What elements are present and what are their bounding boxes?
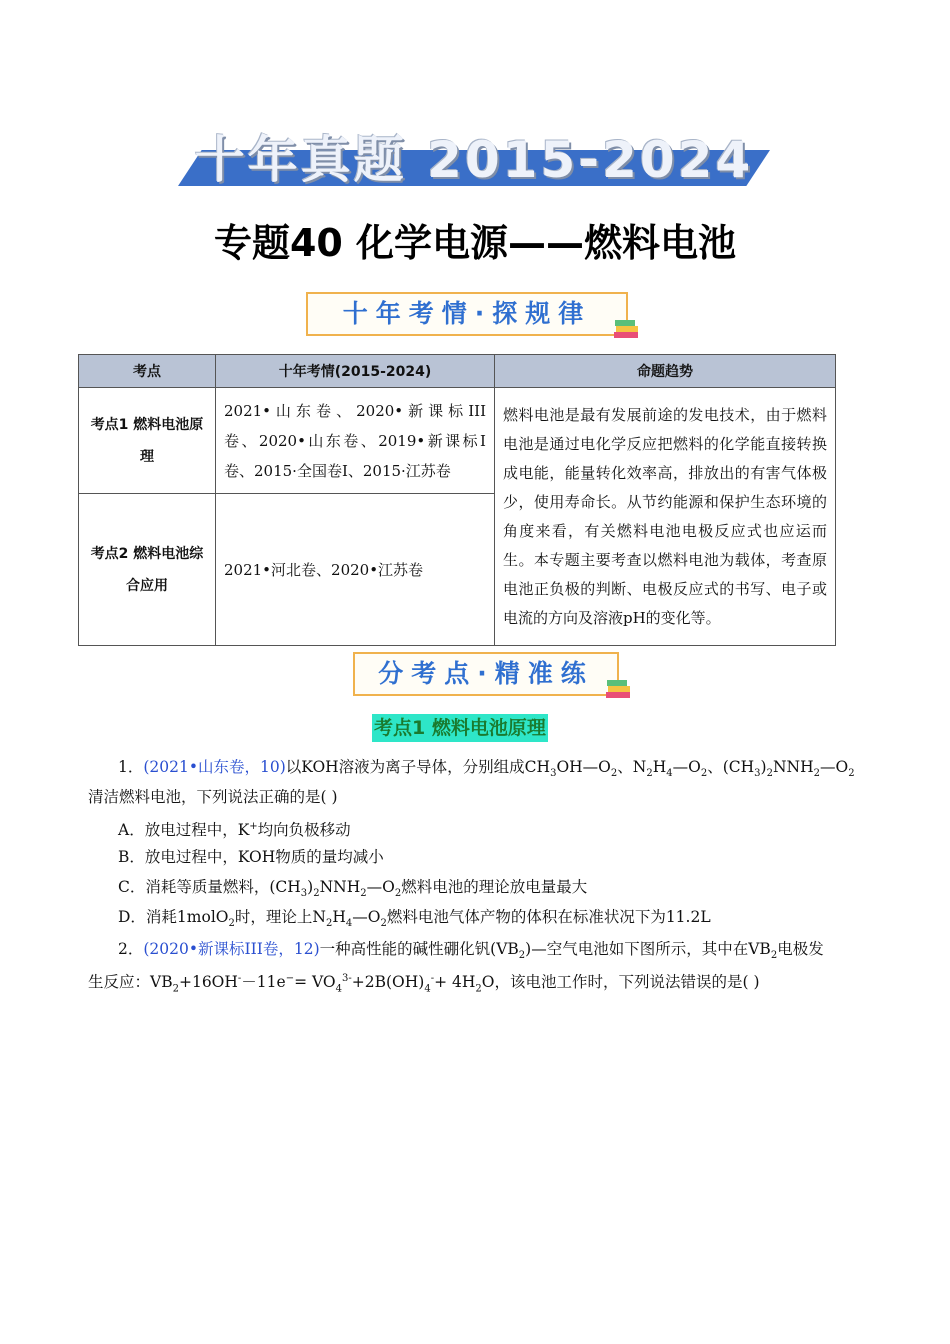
question-stem-d: 生反应：VB: [88, 973, 173, 992]
question-source: (2020•新课标III卷，12): [143, 940, 320, 958]
question-stem: 以KOH溶液为离子导体，分别组成CH: [285, 758, 551, 776]
question-2-line-1: 2．(2020•新课标III卷，12)一种高性能的碱性硼化钒$(VB_2)—$空气电池如下图所示，其中在$VB_2$电极发: [118, 940, 824, 962]
banner-text: 十年真题 2015-2024: [194, 131, 754, 189]
question-number: 2．: [118, 940, 144, 958]
option-c-tail: 燃料电池的理论放电量最大: [401, 878, 588, 896]
option-d-text: D．消耗1molO: [118, 908, 229, 926]
option-b: B．放电过程中，KOH物质的量均减小: [118, 848, 384, 866]
question-1-line-2: 清洁燃料电池，下列说法正确的是( ): [88, 788, 338, 806]
question-stem-e: ，该电池工作时，下列说法错误的是( ): [494, 973, 760, 992]
question-1-line-1: 1．(2021•山东卷，10)以KOH溶液为离子导体，分别组成$CH_3OH—O_2$、$N_2H_4—O_2$、$(CH_3)_2NNH_2—O_2$: [118, 758, 855, 780]
table-row: [79, 388, 836, 494]
page-title: 专题40 化学电源——燃料电池: [213, 221, 737, 265]
question-stem-b: )—空气电池如下图所示，其中在VB: [525, 940, 771, 958]
kaodian-cell: 考点1 燃料电池原理: [79, 388, 216, 494]
option-c-text: C．消耗等质量燃料，(CH: [118, 878, 301, 896]
option-c: C．消耗等质量燃料，$(CH_3)_2NNH_2—O_2$燃料电池的理论放电量最大: [118, 878, 588, 900]
header-years: 十年考情(2015-2024): [216, 355, 495, 388]
years-cell: 2021• 山 东 卷 、 2020• 新 课 标 III 卷、2020•山东卷、2019•新课标Ⅰ卷、2015·全国卷Ⅰ、2015·江苏卷: [216, 388, 495, 494]
section-heading-practice-label: 分考点·精准练: [378, 659, 594, 688]
question-source: (2021•山东卷，10): [143, 758, 286, 776]
banner: [178, 118, 770, 188]
option-a-text: A．放电过程中，K: [118, 821, 250, 840]
section-heading-trends-label: 十年考情·探规律: [342, 299, 592, 328]
question-stem-c: 电极发: [777, 940, 824, 958]
section-heading-practice: [353, 652, 619, 696]
years-cell: 2021•河北卷、2020•江苏卷: [216, 494, 495, 646]
question-2-line-2: 生反应：$VB_2+16OH^--11e^-= VO_4^{3-}+2B(OH)_4^-+ 4H_2O$，该电池工作时，下列说法错误的是( ): [88, 973, 760, 995]
header-kaodian: 考点: [79, 355, 216, 388]
books-icon: [612, 318, 642, 340]
kaodian-heading: 考点1 燃料电池原理: [372, 714, 548, 742]
option-a: A．放电过程中，K+均向负极移动: [118, 821, 351, 840]
kaodian-cell: 考点2 燃料电池综合应用: [79, 494, 216, 646]
header-trend: 命题趋势: [495, 355, 836, 388]
trend-cell: 燃料电池是最有发展前途的发电技术，由于燃料电池是通过电化学反应把燃料的化学能直接转换成电能，能量转化效率高，排放出的有害气体极少，使用寿命长。从节约能源和保护生态环境的角度来看，有关燃料电池电极反应式也应运而生。本专题主要考查以燃料电池为载体，考查原电池正负极的判断、电极反应式的书写、电子或电流的方向及溶液pH的变化等。: [495, 388, 836, 646]
option-d-tail: 燃料电池气体产物的体积在标准状况下为11.2L: [386, 908, 711, 926]
option-d: D．消耗1molO$_2$时，理论上$N_2H_4—O_2$燃料电池气体产物的体积在标准状况下为11.2L: [118, 908, 711, 930]
option-a-tail: 均向负极移动: [257, 821, 351, 840]
books-icon: [604, 678, 634, 700]
question-stem: 一种高性能的碱性硼化钒(VB: [319, 940, 519, 958]
table-header-row: [79, 355, 836, 388]
exam-trend-table: [78, 354, 836, 646]
section-heading-trends: [306, 292, 628, 336]
question-number: 1．: [118, 758, 144, 776]
